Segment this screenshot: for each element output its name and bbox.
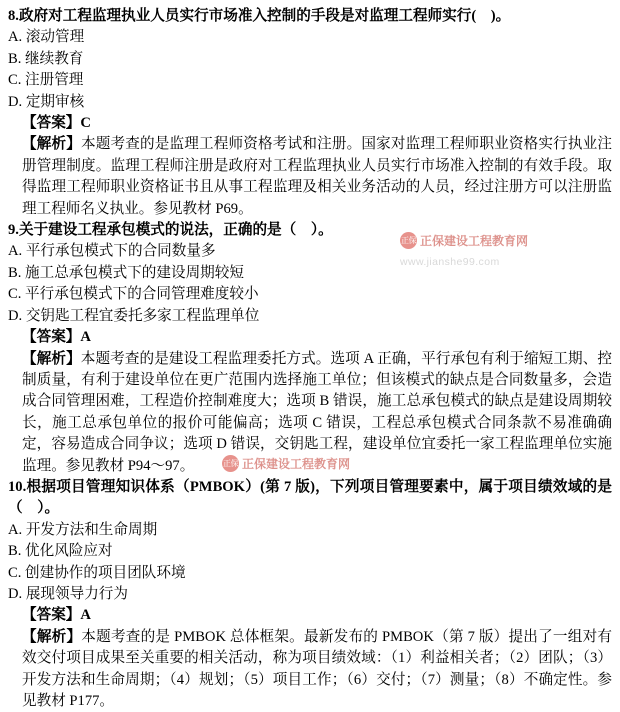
question-option: D. 定期审核 bbox=[8, 93, 85, 110]
watermark-url-text: www.jianshe99.com bbox=[400, 256, 500, 268]
question-option: B. 优化风险应对 bbox=[8, 543, 113, 560]
answer-line bbox=[8, 605, 612, 626]
question-stem: 10.根据项目管理知识体系（PMBOK）(第 7 版)，下列项目管理要素中，属于项目绩效域的是（ ）。 bbox=[8, 478, 612, 517]
explanation-block bbox=[8, 134, 612, 220]
answer-label: 【答案】 bbox=[22, 607, 81, 624]
question-option: A. 开发方法和生命周期 bbox=[8, 521, 158, 538]
question-option: D. 交钥匙工程宜委托多家工程监理单位 bbox=[8, 307, 260, 324]
answer-value: A bbox=[80, 607, 91, 624]
question-option: A. 平行承包模式下的合同数量多 bbox=[8, 243, 216, 260]
watermark-badge-icon: 正保 bbox=[400, 232, 417, 249]
question-stem: 9.关于建设工程承包模式的说法，正确的是（ ）。 bbox=[8, 222, 333, 239]
answer-line bbox=[8, 327, 612, 348]
answer-label: 【答案】 bbox=[22, 329, 81, 346]
watermark-text: 正保建设工程教育网 bbox=[420, 234, 529, 248]
explanation-block bbox=[8, 627, 612, 712]
explanation-block bbox=[8, 349, 612, 477]
question-stem: 8.政府对工程监理执业人员实行市场准入控制的手段是对监理工程师实行( )。 bbox=[8, 8, 511, 24]
question-option: C. 创建协作的项目团队环境 bbox=[8, 564, 186, 581]
explanation-text: 本题考查的是 PMBOK 总体框架。最新发布的 PMBOK（第 7 版）提出了一组对有效交付项目成果至关重要的相关活动，称为项目绩效域：（1）利益相关者；（2）团队；（3）开发方法和生命周期；（4）规划；（5）项目工作；（6）交付；（7）测量；（8）不确定性。参见教材 P177。 bbox=[22, 628, 612, 709]
watermark-badge-icon: 正保 bbox=[222, 455, 239, 472]
explanation-label: 【解析】 bbox=[22, 136, 82, 153]
explanation-label: 【解析】 bbox=[22, 628, 82, 645]
explanation-text: 本题考查的是监理工程师资格考试和注册。国家对监理工程师职业资格实行执业注册管理制度。监理工程师注册是政府对工程监理执业人员实行市场准入控制的有效手段。取得监理工程师职业资格证书且从事工程监理及相关业务活动的人员，经过注册方可以注册监理工程师名义执业。参见教材 P69。 bbox=[22, 136, 612, 217]
question-option: A. 滚动管理 bbox=[8, 29, 85, 46]
question-option: C. 平行承包模式下的合同管理难度较小 bbox=[8, 286, 259, 303]
answer-value: C bbox=[80, 115, 91, 132]
explanation-text: 本题考查的是建设工程监理委托方式。选项 A 正确，平行承包有利于缩短工期、控制质量，有利于建设单位在更广范围内选择施工单位；但该模式的缺点是合同数量多，会造成合同管理困难，工程造价控制难度大；选项 B 错误，施工总承包模式的缺点是建设周期较长，施工总承包单位的报价可能偏高；选项 C 错误，工程总承包模式合同条款不易准确确定，容易造成合同争议；选项 D 错误，交钥匙工程，建设单位宜委托一家工程监理单位实施监理。参见教材 P94～97。 bbox=[22, 350, 612, 474]
answer-line bbox=[8, 113, 612, 134]
watermark-text: 正保建设工程教育网 bbox=[242, 457, 351, 471]
answer-value: A bbox=[80, 329, 91, 346]
question-option: D. 展现领导力行为 bbox=[8, 585, 128, 602]
explanation-label: 【解析】 bbox=[22, 350, 81, 367]
question-option: B. 继续教育 bbox=[8, 50, 84, 67]
answer-label: 【答案】 bbox=[22, 115, 81, 132]
question-option: C. 注册管理 bbox=[8, 72, 84, 89]
question-option: B. 施工总承包模式下的建设周期较短 bbox=[8, 264, 244, 281]
